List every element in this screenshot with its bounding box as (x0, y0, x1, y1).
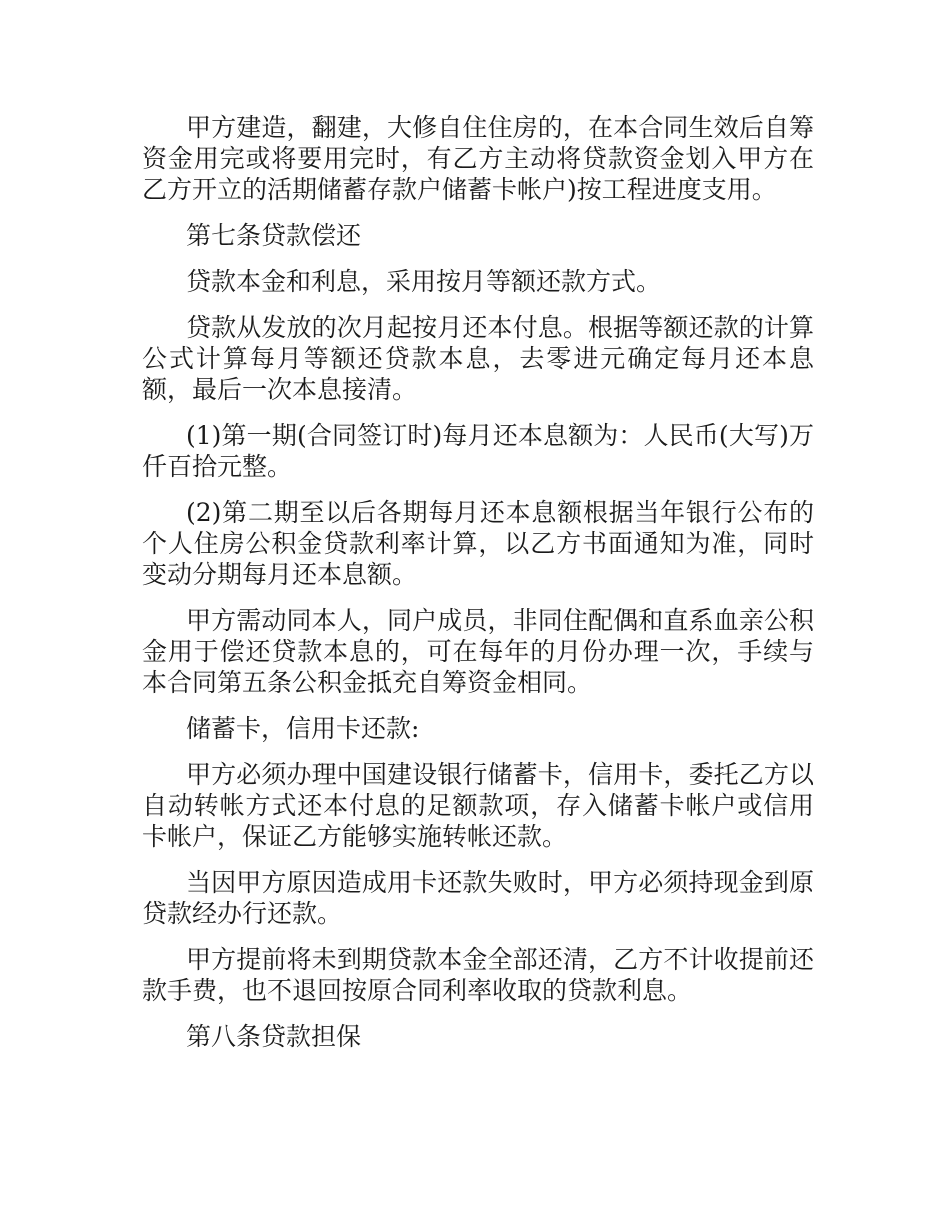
paragraph-card-requirement: 甲方必须办理中国建设银行储蓄卡，信用卡，委托乙方以自动转帐方式还本付息的足额款项，存入储蓄卡帐户或信用卡帐户，保证乙方能够实施转帐还款。 (142, 760, 814, 851)
paragraph-early-repayment: 甲方提前将未到期贷款本金全部还清，乙方不计收提前还款手费，也不退回按原合同利率收取的贷款利息。 (142, 945, 814, 1005)
paragraph-card-repayment-heading: 储蓄卡，信用卡还款: (186, 714, 420, 743)
document-body (142, 112, 814, 1067)
paragraph-first-period: (1)第一期(合同签订时)每月还本息额为：人民币(大写)万仟百拾元整。 (142, 421, 814, 481)
paragraph-provident-fund: 甲方需动同本人，同户成员，非同住配偶和直系血亲公积金用于偿还贷款本息的，可在每年的月份办理一次，手续与本合同第五条公积金抵充自筹资金相同。 (142, 606, 814, 697)
paragraph-construction-funds: 甲方建造，翻建，大修自住住房的，在本合同生效后自筹资金用完或将要用完时，有乙方主动将贷款资金划入甲方在乙方开立的活期储蓄存款户储蓄卡帐户)按工程进度支用。 (142, 113, 814, 204)
paragraph-repayment-method: 贷款本金和利息，采用按月等额还款方式。 (186, 267, 662, 296)
paragraph-second-period: (2)第二期至以后各期每月还本息额根据当年银行公布的个人住房公积金贷款利率计算，以乙方书面通知为准，同时变动分期每月还本息额。 (142, 498, 814, 589)
paragraph-monthly-repayment: 贷款从发放的次月起按月还本付息。根据等额还款的计算公式计算每月等额还贷款本息，去零进元确定每月还本息额，最后一次本息接清。 (142, 313, 814, 404)
heading-article-7: 第七条贷款偿还 (186, 221, 362, 250)
paragraph-card-failure: 当因甲方原因造成用卡还款失败时，甲方必须持现金到原贷款经办行还款。 (142, 868, 814, 928)
heading-article-8: 第八条贷款担保 (186, 1022, 362, 1051)
